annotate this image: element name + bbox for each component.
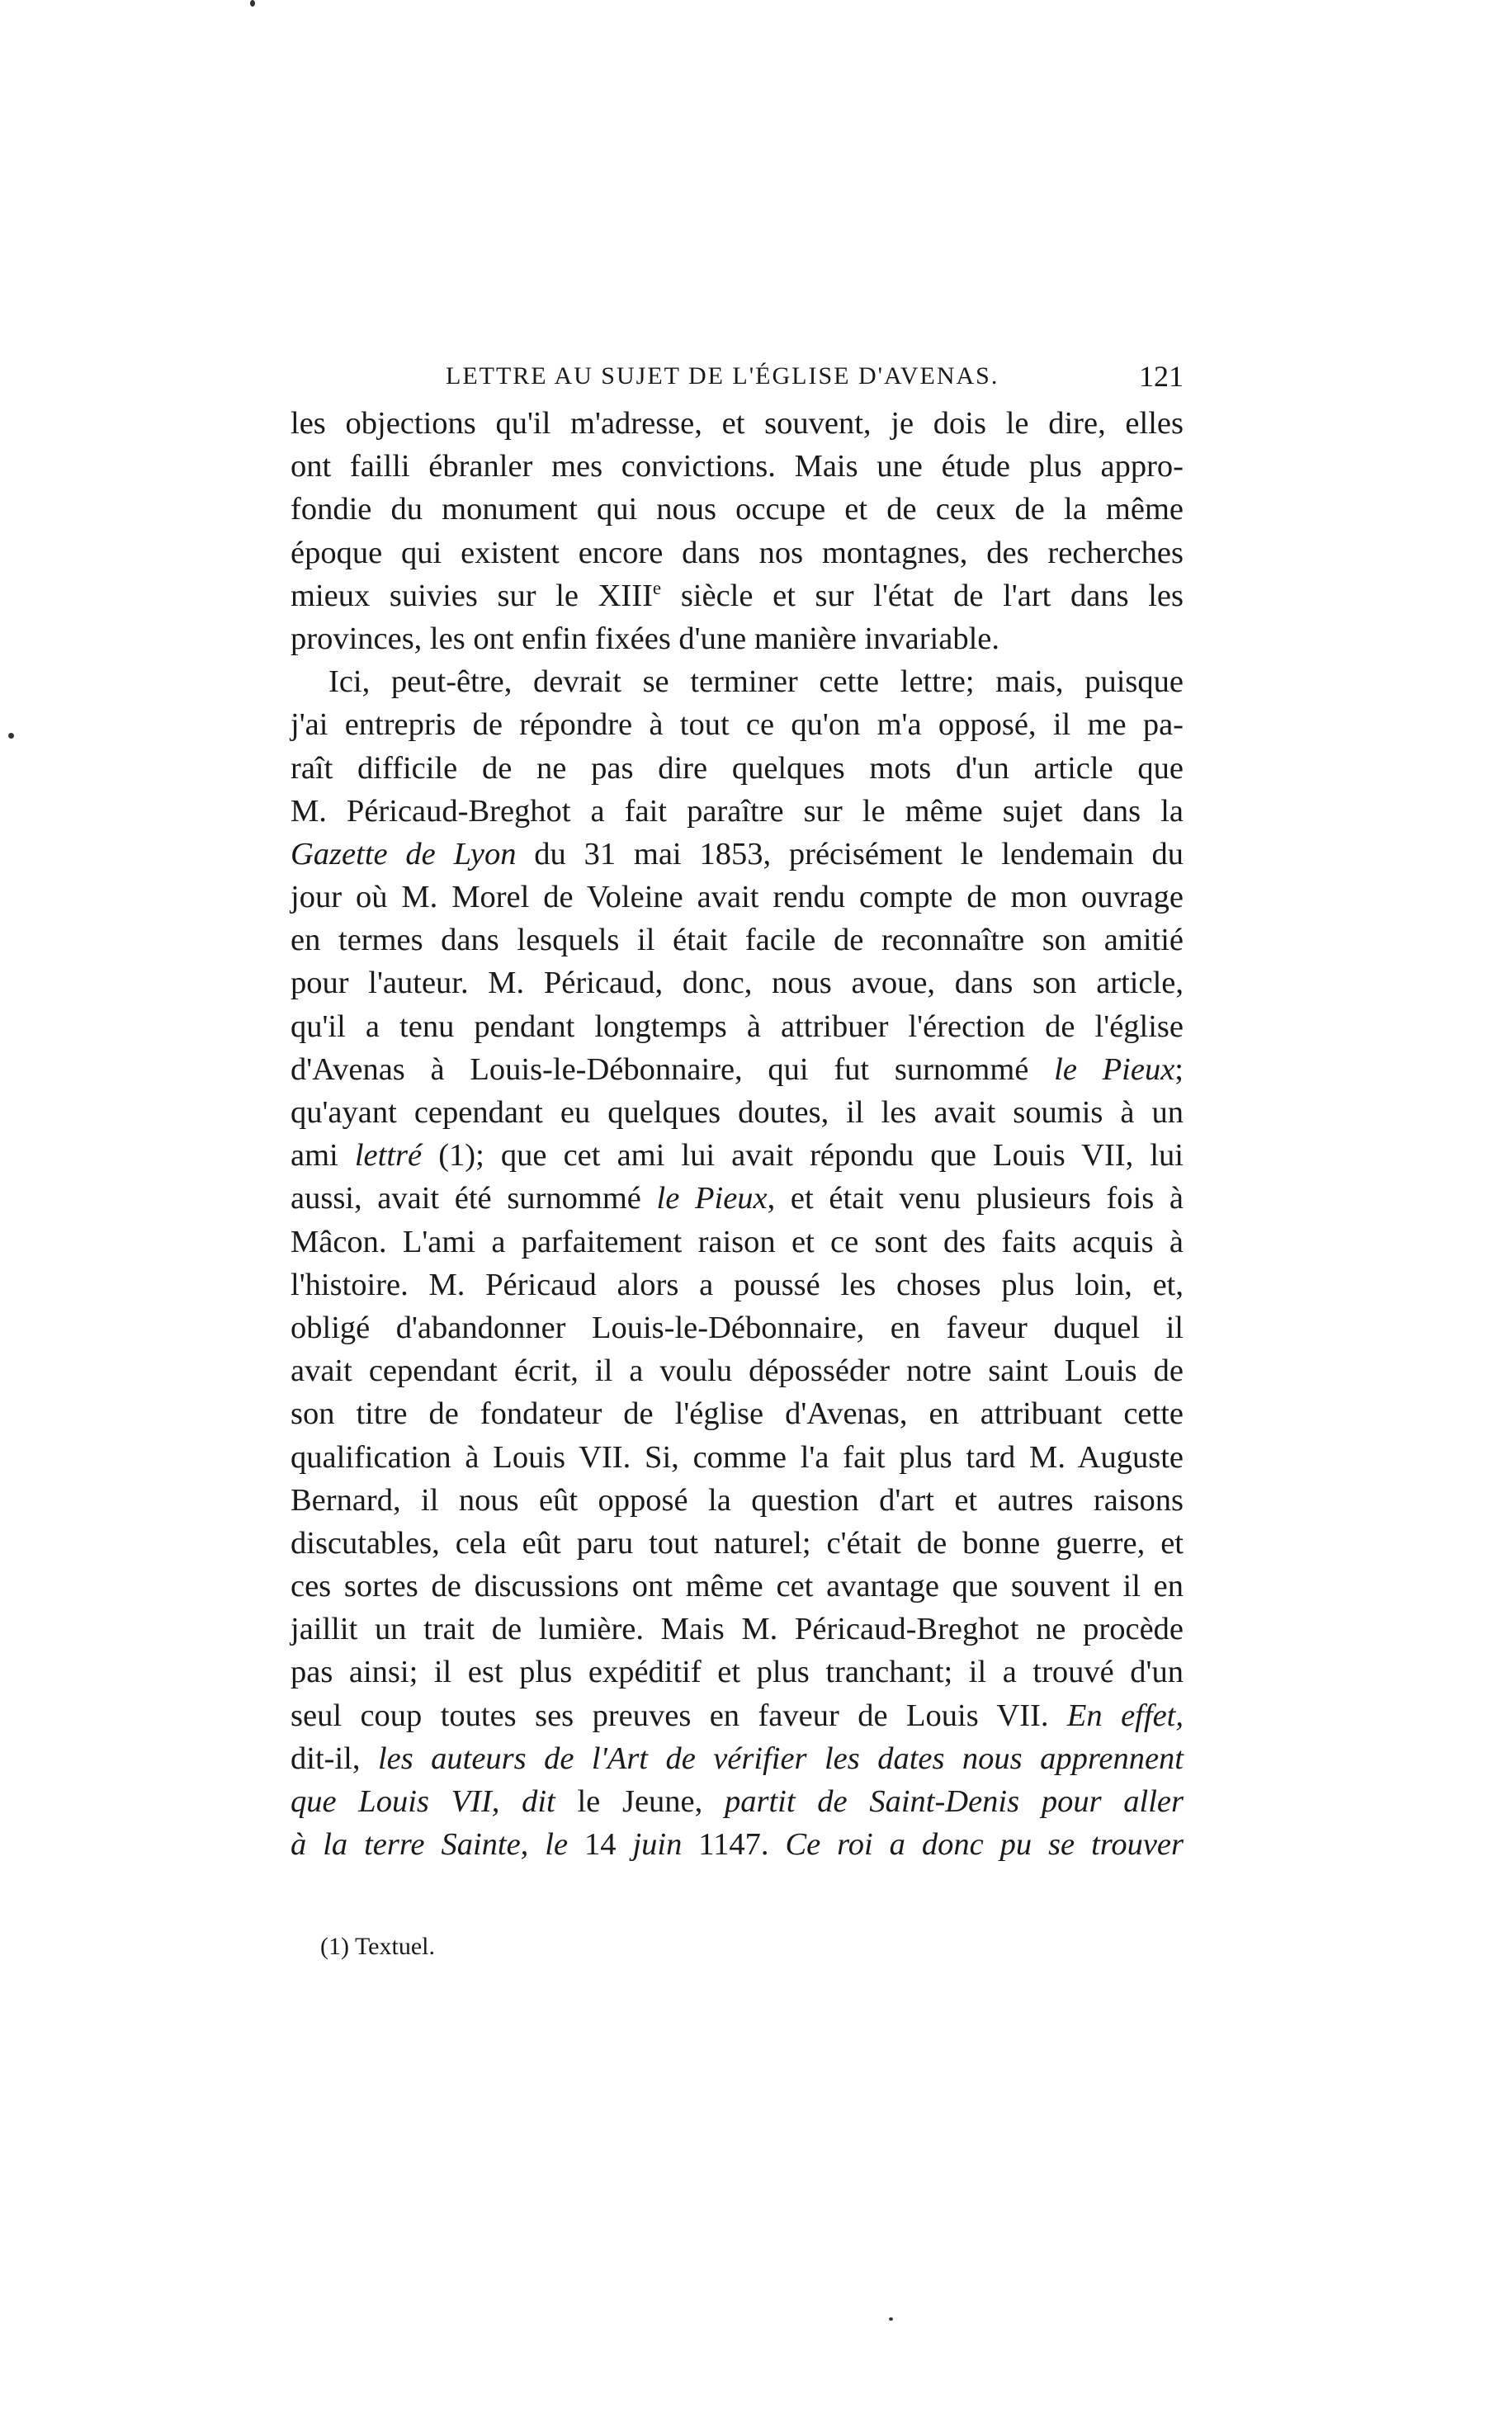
text-line [291, 1737, 1184, 1780]
text-line [291, 1392, 1184, 1435]
text-line [291, 445, 1184, 488]
italic-text: le Pieux [1054, 1051, 1175, 1087]
text-segment: qu'ayant cependant eu quelques doutes, il les avait soumis à un [291, 1095, 1184, 1130]
text-segment: fondie du monument qui nous occupe et de ceux de la même [291, 492, 1184, 527]
text-segment: 1147. [682, 1827, 786, 1863]
text-segment: jaillit un trait de lumière. Mais M. Péricaud-Breghot ne procède [291, 1612, 1184, 1647]
italic-text: Gazette de Lyon [291, 836, 517, 871]
text-segment: provinces, les ont enfin fixées d'une manière invariable. [291, 621, 999, 656]
text-segment: du 31 mai 1853, précisément le lendemain du [516, 836, 1184, 871]
text-segment: mieux suivies sur le XIII [291, 578, 653, 613]
text-line [291, 790, 1184, 833]
text-segment: ; [1174, 1051, 1184, 1087]
text-segment: Ici, peut-être, devrait se terminer cette lettre; mais, puisque [328, 664, 1184, 700]
text-segment: aussi, avait été surnommé [291, 1181, 657, 1216]
text-line [291, 1651, 1184, 1693]
text-segment: en termes dans lesquels il était facile de reconnaître son amitié [291, 923, 1184, 958]
running-head [291, 353, 1184, 399]
text-line [291, 1306, 1184, 1349]
italic-text: que Louis VII, dit [291, 1784, 555, 1819]
text-line [291, 919, 1184, 961]
text-segment: obligé d'abandonner Louis-le-Débonnaire, en faveur duquel il [291, 1310, 1184, 1345]
italic-text: les auteurs de l'Art de vérifier les dates nous apprennent [377, 1740, 1184, 1776]
text-line [291, 1608, 1184, 1651]
text-line [291, 1349, 1184, 1392]
text-line [291, 488, 1184, 531]
text-segment: ami [291, 1138, 355, 1174]
page-number: 121 [1139, 360, 1184, 393]
scan-speck [889, 2317, 893, 2321]
text-segment: Bernard, il nous eût opposé la question d'art et autres raisons [291, 1482, 1184, 1518]
footnote: (1) Textuel. [320, 1933, 435, 1960]
text-segment: qualification à Louis VII. Si, comme l'a fait plus tard M. Auguste [291, 1439, 1184, 1475]
text-segment: discutables, cela eût paru tout naturel; c'était de bonne guerre, et [291, 1525, 1184, 1561]
superscript: e [652, 576, 662, 598]
text-segment: dit-il, [291, 1740, 378, 1776]
text-line [291, 1479, 1184, 1522]
text-line [291, 833, 1184, 876]
text-segment: pas ainsi; il est plus expéditif et plus tranchant; il a trouvé d'un [291, 1655, 1184, 1690]
text-segment: son titre de fondateur de l'église d'Avenas, en attribuant cette [291, 1396, 1184, 1432]
italic-text: le Pieux [656, 1181, 768, 1216]
body-text [291, 402, 1184, 1866]
italic-text: partit de Saint-Denis pour aller [724, 1784, 1184, 1819]
text-line [291, 1780, 1184, 1823]
text-segment: M. Péricaud-Breghot a fait paraître sur le même sujet dans la [291, 793, 1184, 829]
text-line [291, 1134, 1184, 1177]
text-line [291, 1263, 1184, 1306]
text-line [291, 1177, 1184, 1220]
italic-text: lettré [354, 1138, 423, 1174]
text-line [291, 1436, 1184, 1479]
italic-text: Ce roi a donc pu se trouver [785, 1827, 1184, 1863]
text-segment: 14 [568, 1827, 633, 1863]
text-segment: d'Avenas à Louis-le-Débonnaire, qui fut surnommé [291, 1051, 1055, 1087]
italic-text: à la terre Sainte, le [291, 1827, 569, 1863]
text-line [291, 747, 1184, 790]
text-line [291, 402, 1184, 445]
text-segment: ont failli ébranler mes convictions. Mais une étude plus appro- [291, 449, 1184, 484]
text-line [291, 1048, 1184, 1091]
text-line [291, 574, 1184, 617]
text-line [291, 617, 1184, 660]
text-line [291, 1694, 1184, 1737]
text-segment: , et était venu plusieurs fois à [767, 1181, 1184, 1216]
text-line [291, 1522, 1184, 1565]
text-segment: avait cependant écrit, il a voulu déposséder notre saint Louis de [291, 1353, 1184, 1389]
text-segment: pour l'auteur. M. Péricaud, donc, nous avoue, dans son article, [291, 966, 1184, 1001]
text-line [291, 1091, 1184, 1134]
text-line [291, 961, 1184, 1004]
text-line [291, 1565, 1184, 1608]
text-segment: époque qui existent encore dans nos montagnes, des recherches [291, 535, 1184, 570]
text-segment: les objections qu'il m'adresse, et souvent, je dois le dire, elles [291, 406, 1184, 441]
text-segment: seul coup toutes ses preuves en faveur de Louis VII. [291, 1698, 1067, 1733]
scan-speck [8, 733, 14, 739]
text-segment: (1); que cet ami lui avait répondu que Louis VII, lui [422, 1138, 1184, 1174]
text-segment: Mâcon. L'ami a parfaitement raison et ce sont des faits acquis à [291, 1224, 1184, 1259]
running-title: LETTRE AU SUJET DE L'ÉGLISE D'AVENAS. [446, 362, 999, 390]
text-line [291, 876, 1184, 919]
text-segment: raît difficile de ne pas dire quelques mots d'un article que [291, 750, 1184, 786]
text-line [291, 660, 1184, 703]
text-segment: l'histoire. M. Péricaud alors a poussé les choses plus loin, et, [291, 1267, 1184, 1302]
text-line [291, 1005, 1184, 1048]
text-segment: j'ai entrepris de répondre à tout ce qu'on m'a opposé, il me pa- [291, 707, 1184, 743]
text-segment: siècle et sur l'état de l'art dans les [661, 578, 1184, 613]
scan-speck [250, 0, 255, 7]
italic-text: En effet, [1066, 1698, 1184, 1733]
text-segment: ces sortes de discussions ont même cet avantage que souvent il en [291, 1569, 1184, 1604]
text-segment: qu'il a tenu pendant longtemps à attribuer l'érection de l'église [291, 1008, 1184, 1044]
text-segment: jour où M. Morel de Voleine avait rendu compte de mon ouvrage [291, 880, 1184, 915]
italic-text: juin [632, 1827, 683, 1863]
text-line [291, 703, 1184, 746]
text-line [291, 531, 1184, 574]
text-line [291, 1221, 1184, 1263]
text-line [291, 1823, 1184, 1866]
text-segment: le Jeune, [555, 1784, 725, 1819]
